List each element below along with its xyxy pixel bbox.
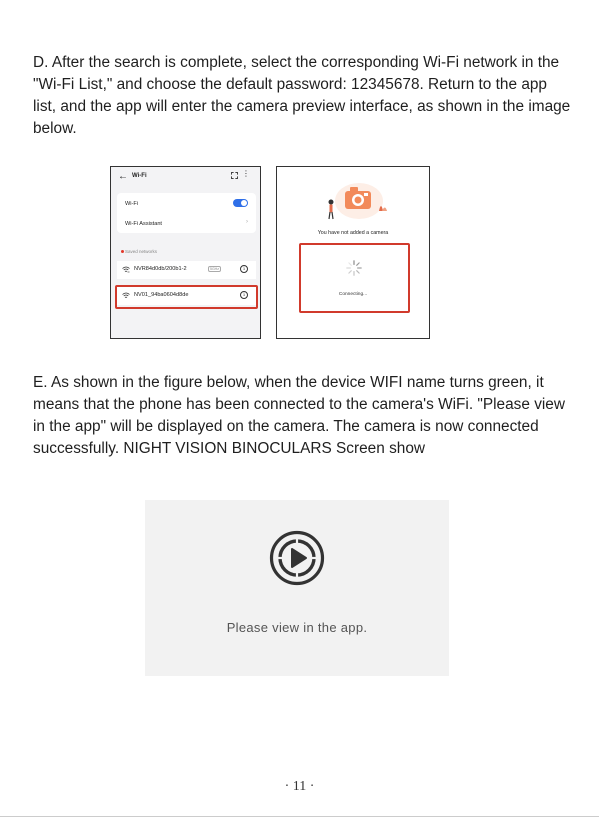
- step-label-e: E.: [33, 374, 48, 391]
- toggle-knob: [241, 200, 247, 206]
- wifi-settings-card: [117, 193, 256, 233]
- instruction-e: [33, 372, 573, 460]
- wifi-list-screenshot: [110, 166, 261, 339]
- highlight-box: [299, 243, 410, 313]
- back-arrow-icon[interactable]: ←: [118, 171, 128, 182]
- info-icon[interactable]: i: [240, 291, 248, 299]
- step-label-d: D.: [33, 54, 49, 71]
- wifi-screen-title: Wi-Fi: [132, 173, 147, 179]
- wifi-toggle-label: Wi-Fi: [125, 201, 139, 207]
- camera-illustration-icon: [319, 177, 393, 221]
- connecting-status: Connecting...: [338, 292, 368, 297]
- loading-spinner-icon: [345, 259, 363, 277]
- wifi-signal-icon: [122, 266, 130, 273]
- network-name: NVR84d0db/200b1-2: [134, 266, 187, 272]
- no-camera-caption: You have not added a camera: [317, 230, 389, 236]
- network-row[interactable]: [117, 261, 256, 279]
- instruction-d-text: After the search is complete, select the corresponding Wi-Fi network in the "Wi-Fi List," and choose the default password: 12345678. Return to the app list, and the app will enter the camera preview interface, as shown in the image below.: [33, 54, 571, 137]
- page-bottom-rule: [0, 816, 599, 817]
- chevron-right-icon: ›: [246, 219, 248, 225]
- highlight-box: [115, 285, 258, 309]
- wifi-assistant-label[interactable]: Wi-Fi Assistant: [125, 221, 162, 227]
- more-menu-icon[interactable]: ⋮: [242, 169, 250, 178]
- camera-app-screenshot: [276, 166, 430, 339]
- binocular-screen-display: [145, 500, 449, 676]
- network-band-badge: 5GHz: [210, 267, 219, 271]
- wifi-toggle[interactable]: [233, 199, 248, 207]
- wifi-header: [111, 167, 260, 187]
- network-name: NV01_94ba0604d8de: [134, 292, 189, 298]
- play-app-icon: [269, 530, 325, 586]
- saved-networks-text: Saved networks: [125, 249, 158, 254]
- saved-networks-heading: [121, 249, 157, 254]
- instruction-e-text: As shown in the figure below, when the device WIFI name turns green, it means that the phone has been connected to the camera's WiFi. "Please view in the app" will be displayed on the camera. The camera is now connected successfully. NIGHT VISION BINOCULARS Screen show: [33, 374, 565, 457]
- scan-icon[interactable]: [231, 172, 238, 179]
- info-icon[interactable]: i: [240, 265, 248, 273]
- please-view-in-app-message: Please view in the app.: [226, 620, 368, 635]
- instruction-d: [33, 52, 573, 140]
- red-dot-icon: [121, 250, 124, 253]
- page-number: · 11 ·: [284, 779, 315, 794]
